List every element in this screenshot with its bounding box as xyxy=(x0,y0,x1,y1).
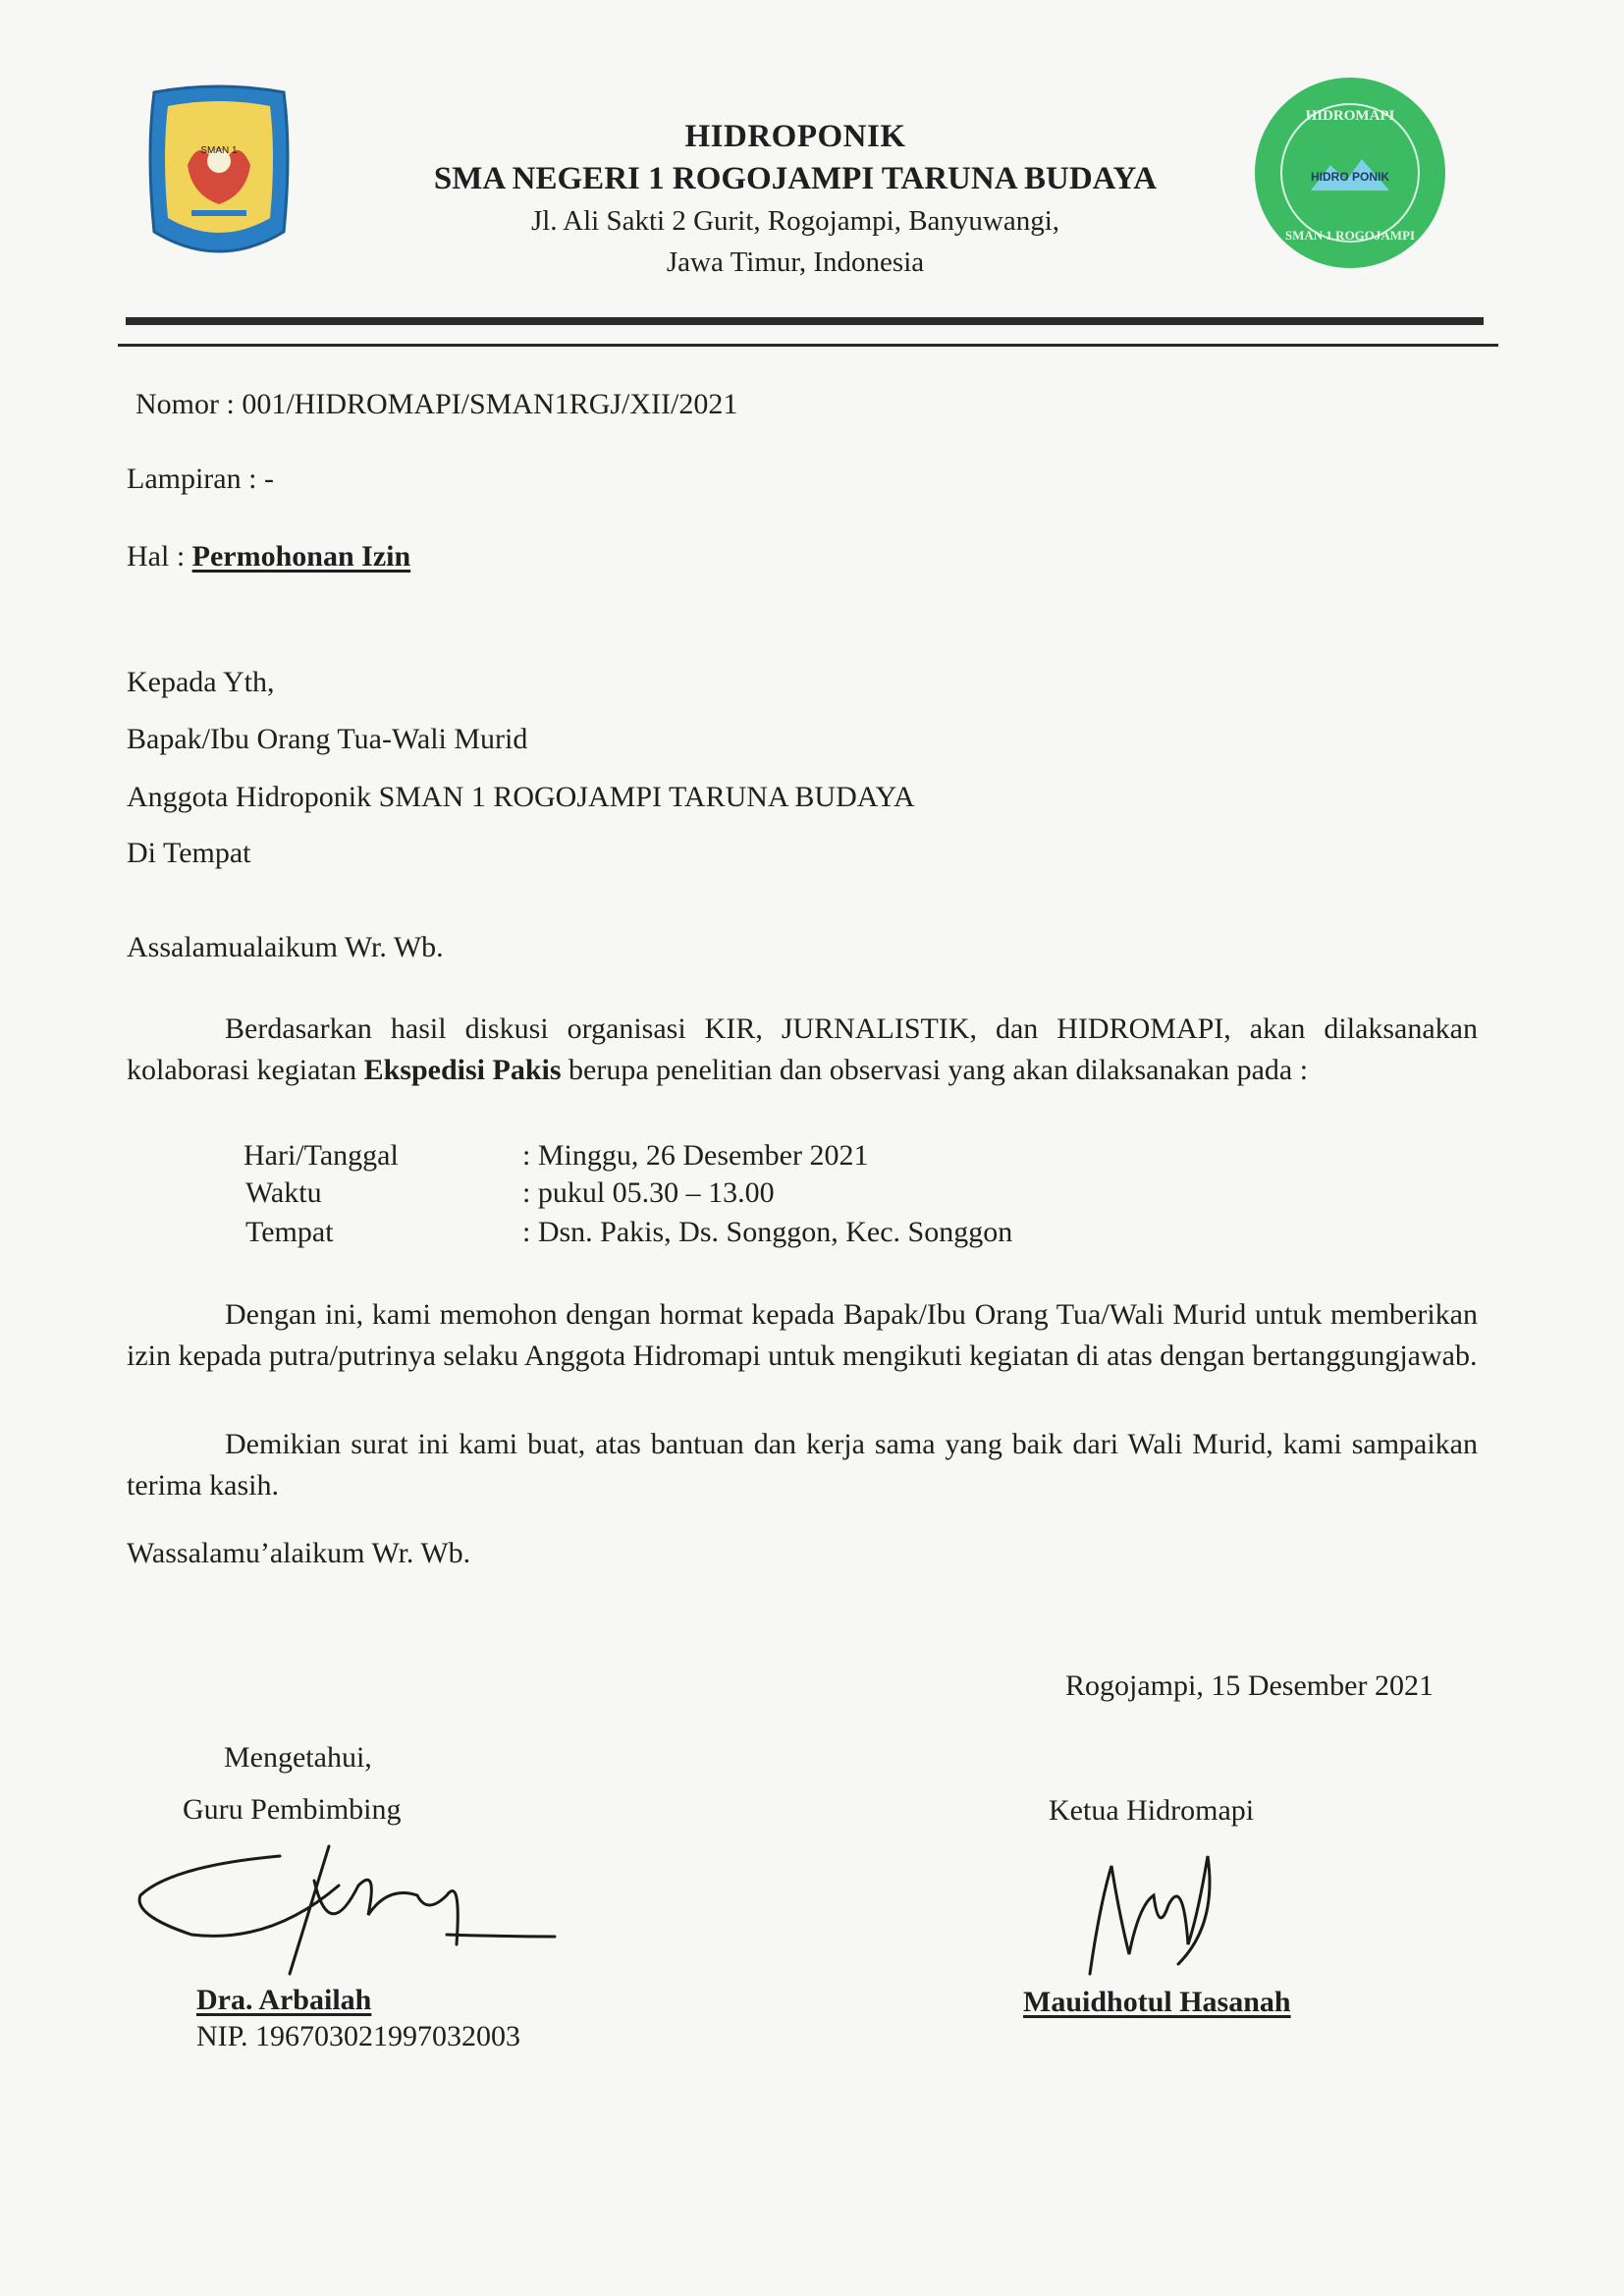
p2-text: Dengan ini, kami memohon dengan hormat kepada Bapak/Ibu Orang Tua/Wali Murid untuk memberikan izin kepada putra/putrinya selaku Anggota Hidromapi untuk mengikuti kegiatan di atas dengan bertanggungjawab. xyxy=(127,1298,1478,1372)
greeting: Assalamualaikum Wr. Wb. xyxy=(127,931,444,963)
p1-text-a: Berdasarkan hasil diskusi organisasi KIR, JURNALISTIK, dan HIDROMAPI, akan dilaksanakan kolaborasi kegiatan xyxy=(127,1012,1478,1086)
advisor-signature xyxy=(133,1827,565,1984)
advisor-nip: NIP. 196703021997032003 xyxy=(196,2020,521,2052)
attachment-line: Lampiran : - xyxy=(127,463,274,495)
detail-value-date: : Minggu, 26 Desember 2021 xyxy=(522,1139,869,1172)
left-logo-text: SMAN 1 xyxy=(200,145,238,156)
detail-value-time: : pukul 05.30 – 13.00 xyxy=(522,1176,775,1209)
right-logo-middle-text: HIDRO PONIK xyxy=(1310,170,1390,184)
recipient-line-1: Kepada Yth, xyxy=(127,666,275,698)
right-logo-top-text: HIDROMAPI xyxy=(1305,108,1395,124)
letterhead-address-1: Jl. Ali Sakti 2 Gurit, Rogojampi, Banyuwangi, xyxy=(530,205,1060,237)
recipient-line-4: Di Tempat xyxy=(127,837,251,869)
place-date: Rogojampi, 15 Desember 2021 xyxy=(1065,1669,1434,1702)
detail-label-place: Tempat xyxy=(245,1216,334,1248)
recipient-line-3: Anggota Hidroponik SMAN 1 ROGOJAMPI TARUNA BUDAYA xyxy=(127,781,915,813)
detail-label-time: Waktu xyxy=(245,1176,322,1209)
chair-signature xyxy=(1060,1846,1237,1984)
header-rule-thick xyxy=(126,317,1484,325)
advisor-name: Dra. Arbailah xyxy=(196,1984,372,2016)
subject-label: Hal : xyxy=(127,540,192,573)
subject-value: Permohonan Izin xyxy=(191,540,411,573)
header-rule-thin xyxy=(118,344,1498,347)
advisor-title: Guru Pembimbing xyxy=(183,1793,402,1826)
subject-line xyxy=(127,540,410,574)
right-logo-bottom-text: SMAN 1 ROGOJAMPI xyxy=(1284,228,1416,243)
event-name: Ekspedisi Pakis xyxy=(363,1054,562,1086)
letter-number: Nomor : 001/HIDROMAPI/SMAN1RGJ/XII/2021 xyxy=(135,388,738,420)
recipient-line-2: Bapak/Ibu Orang Tua-Wali Murid xyxy=(127,723,528,755)
body-paragraph-1 xyxy=(127,1009,1478,1091)
body-paragraph-2 xyxy=(127,1294,1478,1377)
acknowledged-label: Mengetahui, xyxy=(224,1741,372,1774)
chair-title: Ketua Hidromapi xyxy=(1049,1794,1255,1827)
closing: Wassalamu’alaikum Wr. Wb. xyxy=(127,1537,471,1569)
letterhead xyxy=(295,116,1296,283)
p3-text: Demikian surat ini kami buat, atas bantuan dan kerja sama yang baik dari Wali Murid, kami sampaikan terima kasih. xyxy=(127,1428,1478,1502)
letterhead-title: HIDROPONIK xyxy=(684,119,906,154)
body-paragraph-3 xyxy=(127,1424,1478,1506)
detail-label-date: Hari/Tanggal xyxy=(244,1139,399,1172)
detail-value-place: : Dsn. Pakis, Ds. Songgon, Kec. Songgon xyxy=(522,1216,1013,1248)
school-logo xyxy=(140,84,298,266)
p1-text-b: berupa penelitian dan observasi yang akan dilaksanakan pada : xyxy=(561,1054,1309,1086)
letterhead-school: SMA NEGERI 1 ROGOJAMPI TARUNA BUDAYA xyxy=(433,161,1158,196)
chair-name: Mauidhotul Hasanah xyxy=(1023,1986,1291,2018)
letterhead-address-2: Jawa Timur, Indonesia xyxy=(666,246,925,278)
